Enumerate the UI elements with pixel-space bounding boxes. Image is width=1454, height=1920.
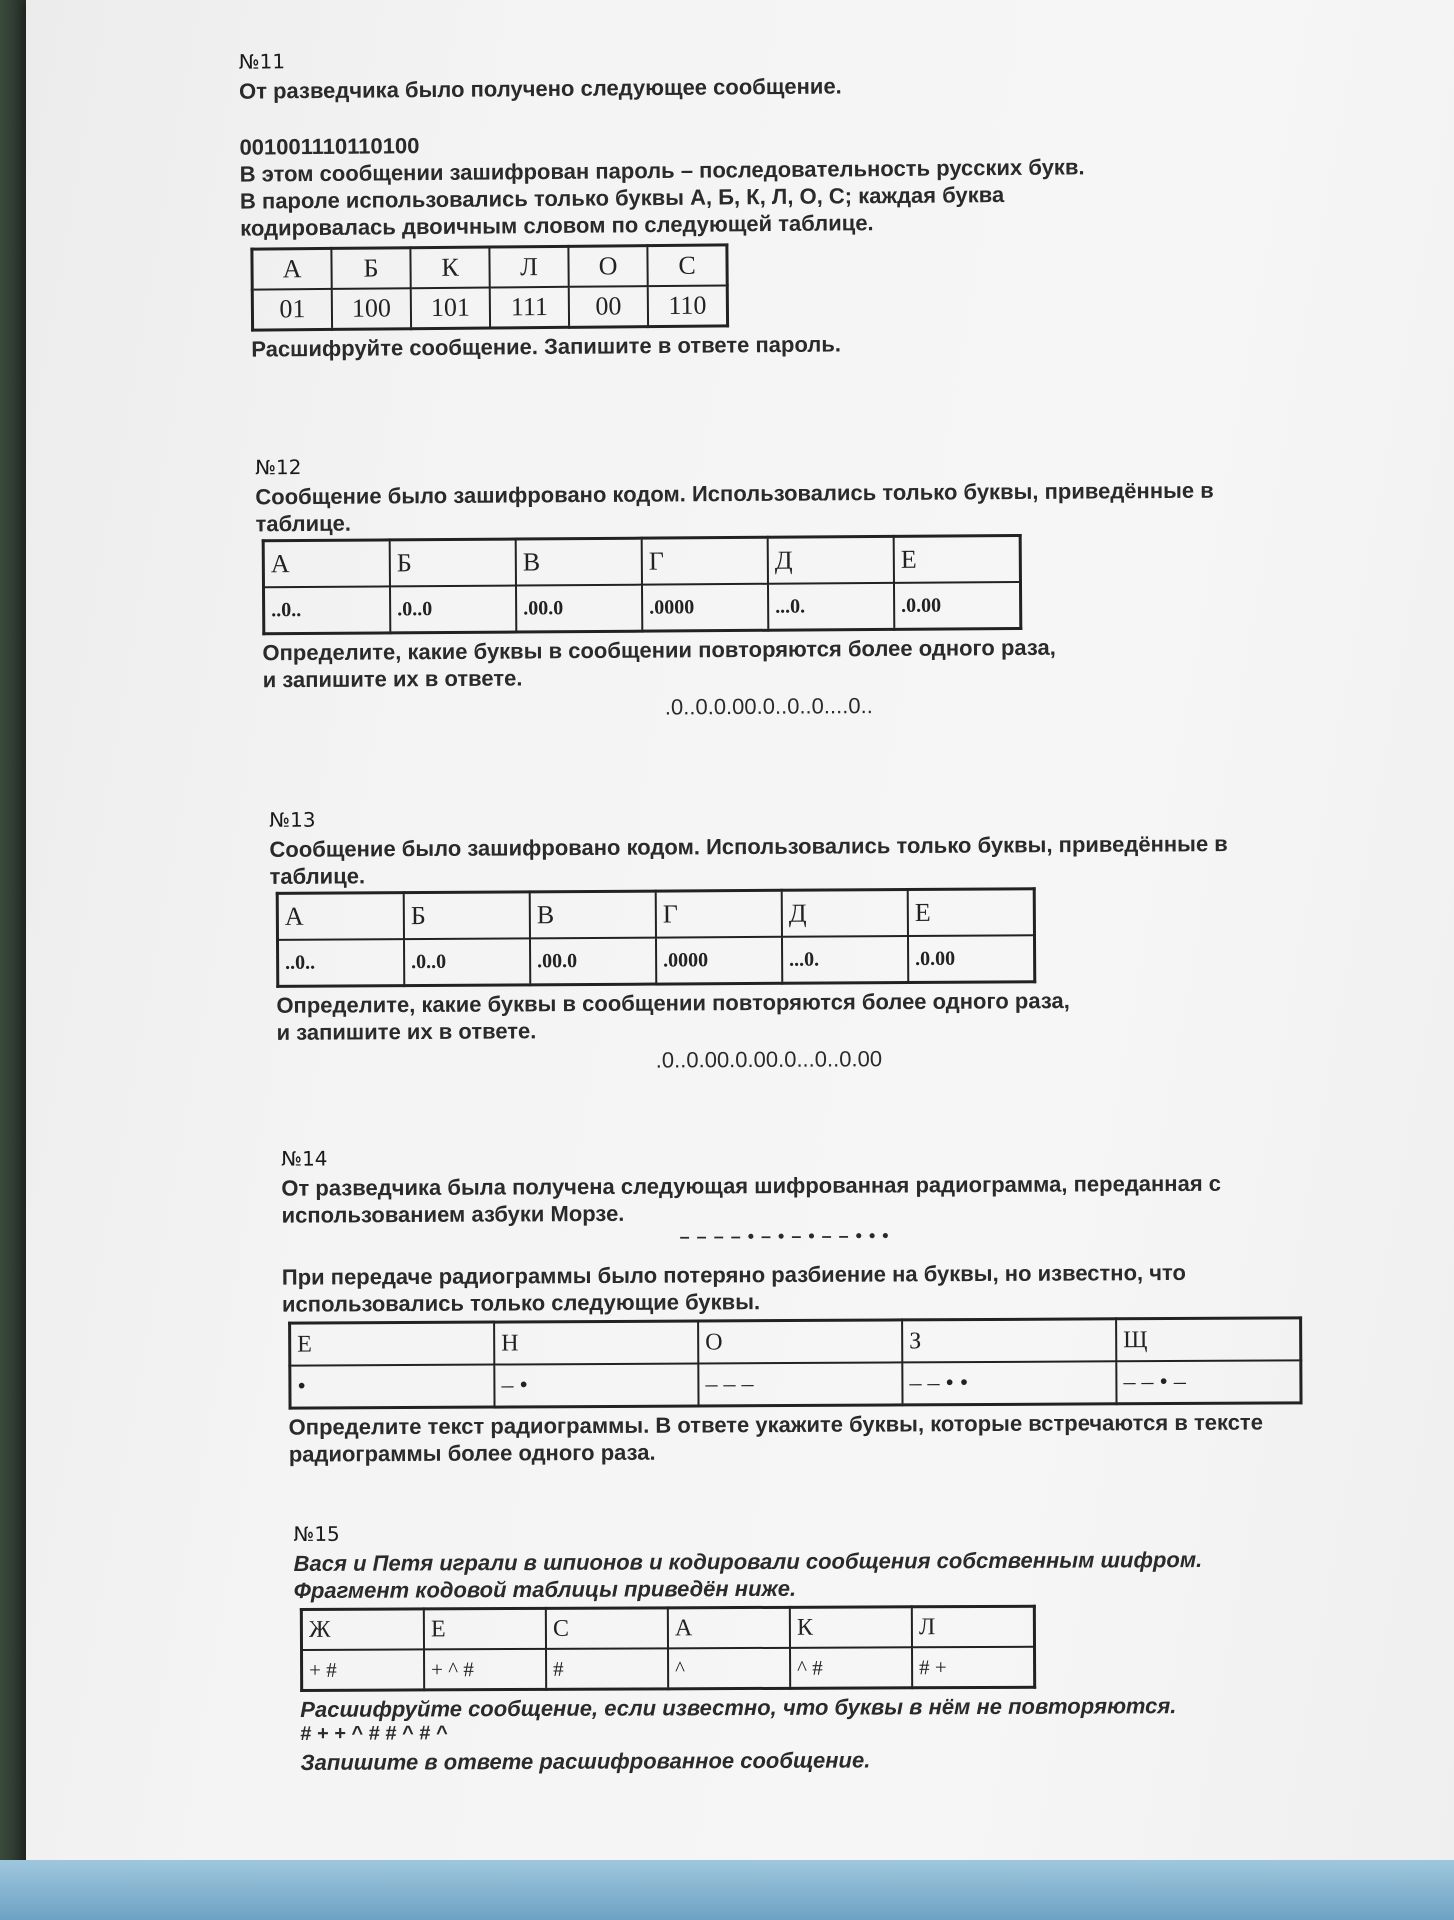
letter-cell: Б [331, 248, 410, 289]
task-text: Сообщение было зашифровано кодом. Использовались только буквы, приведённые в [269, 831, 1228, 862]
letter-cell: Ж [301, 1609, 424, 1650]
task-text: использовались только следующие буквы. [281, 1289, 761, 1317]
task-text: В этом сообщении зашифрован пароль – последовательность русских букв. [239, 154, 1085, 187]
encoded-message: .0..0.00.0.00.0...0..0.00 [655, 1046, 883, 1073]
code-cell: – – – [698, 1362, 902, 1406]
letter-cell: Д [768, 536, 894, 583]
code-cell: .0000 [656, 937, 782, 984]
letter-cell: Д [782, 890, 908, 937]
code-cell: + ^ # [424, 1649, 546, 1690]
letter-cell: А [263, 540, 390, 587]
letter-cell: Е [424, 1608, 546, 1649]
letter-cell: Е [894, 536, 1021, 583]
task-text: Сообщение было зашифровано кодом. Использовались только буквы, приведённые в [255, 477, 1214, 510]
code-cell: 110 [648, 285, 728, 326]
paper-sheet [26, 0, 1454, 1900]
letter-cell: А [252, 248, 332, 289]
task-text: При передаче радиограммы было потеряно разбиение на буквы, но известно, что [281, 1259, 1186, 1290]
letter-cell: О [698, 1320, 902, 1364]
code-cell: 00 [569, 286, 648, 327]
letter-cell: З [902, 1319, 1116, 1363]
task-text: таблице. [269, 863, 366, 889]
codes-row [277, 935, 1034, 986]
code-cell: – – • – [1116, 1360, 1301, 1403]
code-cell: .0..0 [404, 938, 530, 985]
task-question: радиограммы более одного раза. [288, 1439, 656, 1467]
task-text: Вася и Петя играли в шпионов и кодировали сообщения собственным шифром. [293, 1547, 1203, 1576]
letter-cell: Б [404, 892, 530, 939]
task-number: №14 [281, 1146, 328, 1171]
code-cell: ...0. [782, 936, 908, 983]
task-text: От разведчика было получено следующее сообщение. [238, 73, 842, 104]
code-table [262, 534, 1023, 635]
letter-cell: В [516, 538, 642, 585]
letter-cell: Г [656, 890, 782, 937]
code-cell: .0.00 [894, 582, 1021, 629]
letter-cell: С [546, 1608, 668, 1649]
letter-cell: Г [642, 537, 768, 584]
code-table [300, 1605, 1036, 1692]
task-13 [269, 802, 1229, 1076]
code-cell: 100 [332, 288, 411, 329]
code-cell: 101 [411, 288, 490, 329]
task-text: От разведчика была получена следующая шифрованная радиограмма, переданная с [281, 1170, 1222, 1201]
letter-cell: К [790, 1607, 912, 1648]
task-14 [281, 1141, 1303, 1467]
task-text: Фрагмент кодовой таблицы приведён ниже. [293, 1575, 797, 1603]
task-number: №12 [255, 455, 302, 480]
code-cell: .0..0 [390, 586, 516, 633]
code-cell: ..0.. [277, 939, 404, 986]
letter-cell: Е [290, 1322, 495, 1366]
task-11 [239, 42, 1087, 362]
task-question: Определите, какие буквы в сообщении повторяются более одного раза, [262, 634, 1056, 666]
task-question: Определите текст радиограммы. В ответе укажите буквы, которые встречаются в тексте [288, 1409, 1263, 1440]
code-cell: 01 [252, 289, 332, 330]
task-question: и запишите их в ответе. [262, 665, 523, 693]
letters-row [277, 889, 1034, 940]
task-text: кодировалась двоичным словом по следующей таблице. [240, 210, 874, 241]
code-cell: .0.00 [908, 935, 1035, 982]
letter-cell: С [647, 245, 727, 286]
encoded-message: .0..0.0.00.0..0..0....0.. [664, 693, 873, 720]
background-bottom [0, 1860, 1454, 1920]
code-cell: # + [912, 1647, 1035, 1688]
encoded-message: 001001110110100 [239, 133, 420, 160]
morse-message: – – – – • – • – • – – • • • [679, 1225, 890, 1247]
task-text: В пароле использовались только буквы А, Б, К, Л, О, С; каждая буква [239, 182, 1005, 214]
code-cell: • [290, 1365, 495, 1409]
task-12 [255, 449, 1215, 724]
task-number: №13 [269, 807, 316, 832]
letter-cell: Б [390, 539, 516, 586]
task-question: Расшифруйте сообщение, если известно, что буквы в нём не повторяются. [300, 1693, 1177, 1722]
letter-cell: Е [908, 889, 1035, 936]
code-cell: ..0.. [263, 586, 390, 633]
code-table [276, 887, 1037, 988]
letter-cell: Щ [1116, 1318, 1301, 1361]
code-cell: .00.0 [530, 938, 656, 985]
letter-cell: В [530, 891, 656, 938]
task-15 [293, 1518, 1203, 1776]
letter-cell: А [668, 1607, 790, 1648]
letter-cell: К [410, 247, 489, 288]
code-cell: .0000 [642, 584, 768, 631]
code-cell: – • [494, 1363, 698, 1407]
letter-cell: О [568, 246, 647, 287]
letters-row [252, 245, 727, 290]
task-question: Расшифруйте сообщение. Запишите в ответе пароль. [251, 331, 842, 362]
codes-row [252, 285, 727, 330]
code-table [288, 1316, 1302, 1409]
letter-cell: Л [912, 1606, 1035, 1647]
task-number: №15 [293, 1521, 340, 1546]
code-cell: ^ # [790, 1647, 912, 1688]
task-text: таблице. [255, 510, 352, 537]
letter-cell: А [277, 893, 404, 940]
encoded-message: # + + ^ # # ^ # ^ [300, 1722, 448, 1745]
code-cell: 111 [490, 287, 569, 328]
code-cell: # [546, 1648, 668, 1689]
codes-row [263, 582, 1020, 634]
code-table [250, 243, 729, 331]
task-text: использованием азбуки Морзе. [281, 1200, 625, 1228]
task-question: и запишите их в ответе. [276, 1018, 537, 1045]
codes-row [302, 1647, 1035, 1691]
letters-row [263, 536, 1020, 588]
letters-row [301, 1606, 1034, 1650]
code-cell: ^ [668, 1648, 790, 1689]
task-question: Определите, какие буквы в сообщении повторяются более одного раза, [276, 988, 1070, 1018]
letters-row [290, 1318, 1301, 1366]
letter-cell: Н [494, 1321, 698, 1365]
code-cell: .00.0 [516, 585, 642, 632]
task-number: №11 [238, 49, 286, 74]
code-cell: + # [302, 1649, 425, 1690]
codes-row [290, 1360, 1301, 1408]
code-cell: – – • • [902, 1361, 1116, 1405]
code-cell: ...0. [768, 583, 894, 630]
letter-cell: Л [489, 246, 568, 287]
task-question: Запишите в ответе расшифрованное сообщение. [300, 1747, 871, 1775]
